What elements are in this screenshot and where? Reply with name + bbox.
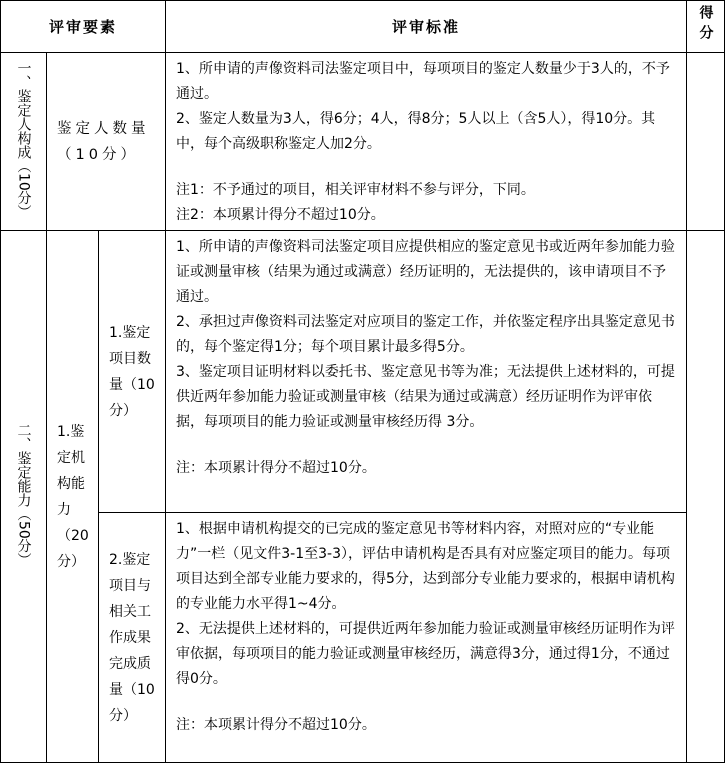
section2-sub1-label: 1.鉴定项目数量（10分） [99, 231, 166, 513]
section2-sub1-criteria [166, 231, 687, 513]
criteria-gap [176, 157, 678, 178]
criteria-line: 3、鉴定项目证明材料以委托书、鉴定意见书等为准；无法提供上述材料的，可提供近两年参加能力验证或测量审核（结果为通过或满意）经历证明作为评审依据，每项项目的能力验证或测量审核经历得 3分。 [176, 364, 675, 430]
criteria-note: 注1：不予通过的项目，相关评审材料不参与评分，下同。 [176, 182, 535, 198]
criteria-note: 注2：本项累计得分不超过10分。 [176, 207, 385, 223]
criteria-note: 注：本项累计得分不超过10分。 [176, 460, 376, 476]
criteria-line: 1、所申请的声像资料司法鉴定项目应提供相应的鉴定意见书或近两年参加能力验证或测量审核（结果为通过或满意）经历证明的，无法提供的，该申请项目不予通过。 [176, 239, 675, 305]
section1-label-cell [1, 53, 47, 231]
header-score-cell [687, 1, 725, 53]
section1-criteria [166, 53, 687, 231]
section1-factor: 鉴定人数量（10分） [47, 53, 166, 231]
criteria-line: 2、承担过声像资料司法鉴定对应项目的鉴定工作，并依鉴定程序出具鉴定意见书的，每个鉴定得1分；每个项目累计最多得5分。 [176, 314, 675, 355]
criteria-line: 1、所申请的声像资料司法鉴定项目中，每项项目的鉴定人数量少于3人的，不予通过。 [176, 61, 670, 102]
section2-sub1-row [1, 231, 725, 513]
header-score: 得分 [697, 4, 714, 45]
header-factors: 评审要素 [1, 1, 166, 53]
section1-row [1, 53, 725, 231]
criteria-line: 2、鉴定人数量为3人，得6分；4人，得8分；5人以上（含5人），得10分。其中，每个高级职称鉴定人加2分。 [176, 111, 656, 152]
section1-score [687, 53, 725, 231]
criteria-gap [176, 692, 678, 713]
section2-factor: 1.鉴定机构能力（20分） [47, 231, 99, 763]
section2-score [687, 231, 725, 763]
section2-label-cell [1, 231, 47, 763]
header-row [1, 1, 725, 53]
header-criteria: 评审标准 [166, 1, 687, 53]
section1-label: 一、鉴定人构成（10分） [15, 60, 32, 219]
criteria-line: 2、无法提供上述材料的，可提供近两年参加能力验证或测量审核经历证明作为评审依据，每项项目的能力验证或测量审核经历，满意得3分，通过得1分，不通过得0分。 [176, 621, 675, 687]
section2-sub2-row [1, 513, 725, 763]
section2-label: 二、鉴定能力（50分） [15, 422, 32, 567]
section2-sub2-label: 2.鉴定项目与相关工作成果完成质量（10分） [99, 513, 166, 763]
criteria-gap [176, 435, 678, 456]
criteria-note: 注：本项累计得分不超过10分。 [176, 717, 376, 733]
criteria-line: 1、根据申请机构提交的已完成的鉴定意见书等材料内容，对照对应的“专业能力”一栏（见文件3-1至3-3），评估申请机构是否具有对应鉴定项目的能力。每项项目达到全部专业能力要求的，得5分，达到部分专业能力要求的，根据申请机构的专业能力水平得1~4分。 [176, 521, 675, 612]
section2-sub2-criteria [166, 513, 687, 763]
